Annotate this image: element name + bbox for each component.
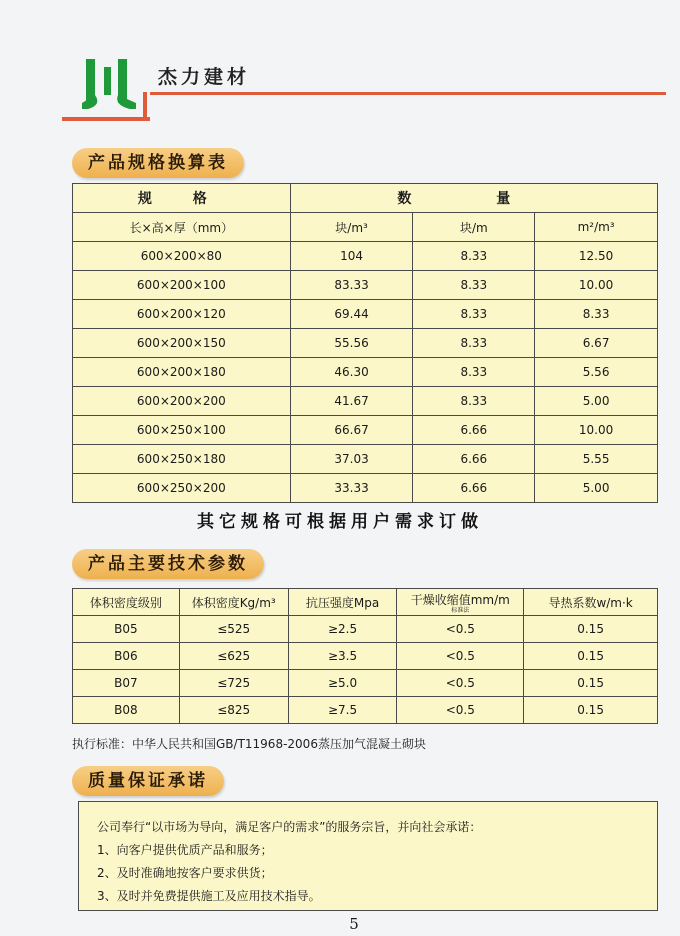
conductivity-cell: 0.15: [524, 616, 658, 643]
grade-cell: B05: [73, 616, 180, 643]
per-m-cell: 6.66: [413, 416, 535, 445]
qty-header-label: 数 量: [290, 184, 657, 213]
quality-promise-box: [78, 801, 658, 911]
unit-per-m3-header: 块/m³: [290, 213, 413, 242]
m2-per-m3-cell: 5.56: [535, 358, 658, 387]
spec-header-label: 规 格: [73, 184, 291, 213]
page-number: 5: [349, 915, 359, 933]
spec-row: [73, 271, 658, 300]
standard-text: 执行标准：中华人民共和国GB/T11968-2006蒸压加气混凝土砌块: [72, 737, 426, 751]
m2-per-m3-cell: 8.33: [535, 300, 658, 329]
m2-per-m3-cell: 10.00: [535, 416, 658, 445]
spec-size-cell: 600×200×100: [73, 271, 291, 300]
shrinkage-header: [397, 589, 524, 616]
per-m3-cell: 83.33: [290, 271, 413, 300]
spec-size-cell: 600×200×200: [73, 387, 291, 416]
per-m-cell: 8.33: [413, 387, 535, 416]
section-title-spec: 产品规格换算表: [72, 148, 244, 178]
per-m3-cell: 55.56: [290, 329, 413, 358]
per-m-cell: 8.33: [413, 358, 535, 387]
shrinkage-cell: <0.5: [397, 616, 524, 643]
per-m-cell: 8.33: [413, 329, 535, 358]
strength-cell: ≥5.0: [288, 670, 397, 697]
shrinkage-cell: <0.5: [397, 643, 524, 670]
m2-per-m3-cell: 6.67: [535, 329, 658, 358]
spec-row: [73, 387, 658, 416]
per-m3-cell: 37.03: [290, 445, 413, 474]
grade-cell: B07: [73, 670, 180, 697]
per-m-cell: 8.33: [413, 242, 535, 271]
shrinkage-header-label: 干燥收缩值mm/m: [410, 592, 510, 607]
spec-size-cell: 600×200×80: [73, 242, 291, 271]
per-m-cell: 6.66: [413, 474, 535, 503]
section-title-quality: 质量保证承诺: [72, 766, 224, 796]
per-m-cell: 8.33: [413, 271, 535, 300]
spec-size-cell: 600×200×150: [73, 329, 291, 358]
density-cell: ≤525: [179, 616, 288, 643]
per-m-cell: 8.33: [413, 300, 535, 329]
tech-table: [72, 588, 658, 724]
spec-row: [73, 242, 658, 271]
unit-per-m-header: 块/m: [413, 213, 535, 242]
tech-row: [73, 670, 658, 697]
per-m3-cell: 69.44: [290, 300, 413, 329]
grade-header: 体积密度级别: [73, 589, 180, 616]
tech-row: [73, 697, 658, 724]
m2-per-m3-cell: 12.50: [535, 242, 658, 271]
spec-row: [73, 416, 658, 445]
promise-item: 3、及时并免费提供施工及应用技术指导。: [97, 889, 321, 903]
m2-per-m3-cell: 5.00: [535, 387, 658, 416]
grade-cell: B08: [73, 697, 180, 724]
tech-row: [73, 643, 658, 670]
promise-intro: 公司奉行“以市场为导向，满足客户的需求”的服务宗旨，并向社会承诺：: [97, 820, 482, 834]
section-title-tech: 产品主要技术参数: [72, 549, 264, 579]
spec-size-cell: 600×250×180: [73, 445, 291, 474]
spec-row: [73, 445, 658, 474]
per-m3-cell: 41.67: [290, 387, 413, 416]
promise-item: 2、及时准确地按客户要求供货；: [97, 866, 273, 880]
strength-cell: ≥2.5: [288, 616, 397, 643]
spec-size-cell: 600×200×180: [73, 358, 291, 387]
shrinkage-cell: <0.5: [397, 670, 524, 697]
spec-row: [73, 300, 658, 329]
promise-item: 1、向客户提供优质产品和服务；: [97, 843, 273, 857]
conductivity-cell: 0.15: [524, 643, 658, 670]
strength-header: 抗压强度Mpa: [288, 589, 397, 616]
spec-size-cell: 600×250×100: [73, 416, 291, 445]
m2-per-m3-cell: 5.55: [535, 445, 658, 474]
tech-row: [73, 616, 658, 643]
per-m3-cell: 33.33: [290, 474, 413, 503]
per-m3-cell: 46.30: [290, 358, 413, 387]
per-m3-cell: 66.67: [290, 416, 413, 445]
m2-per-m3-cell: 5.00: [535, 474, 658, 503]
shrinkage-cell: <0.5: [397, 697, 524, 724]
spec-row: [73, 358, 658, 387]
page-number-area: [0, 915, 680, 933]
header-rule-left: [62, 117, 150, 121]
spec-row: [73, 474, 658, 503]
spec-row: [73, 329, 658, 358]
spec-size-cell: 600×250×200: [73, 474, 291, 503]
shrinkage-method-label: 标准法: [451, 606, 470, 614]
custom-spec-note: 其它规格可根据用户需求订做: [197, 512, 483, 532]
unit-m2-per-m3-header: m²/m³: [535, 213, 658, 242]
conductivity-header: 导热系数w/m·k: [524, 589, 658, 616]
density-cell: ≤625: [179, 643, 288, 670]
grade-cell: B06: [73, 643, 180, 670]
density-cell: ≤825: [179, 697, 288, 724]
m2-per-m3-cell: 10.00: [535, 271, 658, 300]
dims-header: 长×高×厚（mm）: [73, 213, 291, 242]
company-logo: [78, 55, 140, 113]
header-rule: [150, 92, 666, 95]
density-header: 体积密度Kg/m³: [179, 589, 288, 616]
per-m3-cell: 104: [290, 242, 413, 271]
density-cell: ≤725: [179, 670, 288, 697]
conductivity-cell: 0.15: [524, 697, 658, 724]
spec-table: [72, 183, 658, 503]
brand-name: 杰力建材: [158, 66, 251, 88]
strength-cell: ≥7.5: [288, 697, 397, 724]
strength-cell: ≥3.5: [288, 643, 397, 670]
per-m-cell: 6.66: [413, 445, 535, 474]
spec-size-cell: 600×200×120: [73, 300, 291, 329]
conductivity-cell: 0.15: [524, 670, 658, 697]
